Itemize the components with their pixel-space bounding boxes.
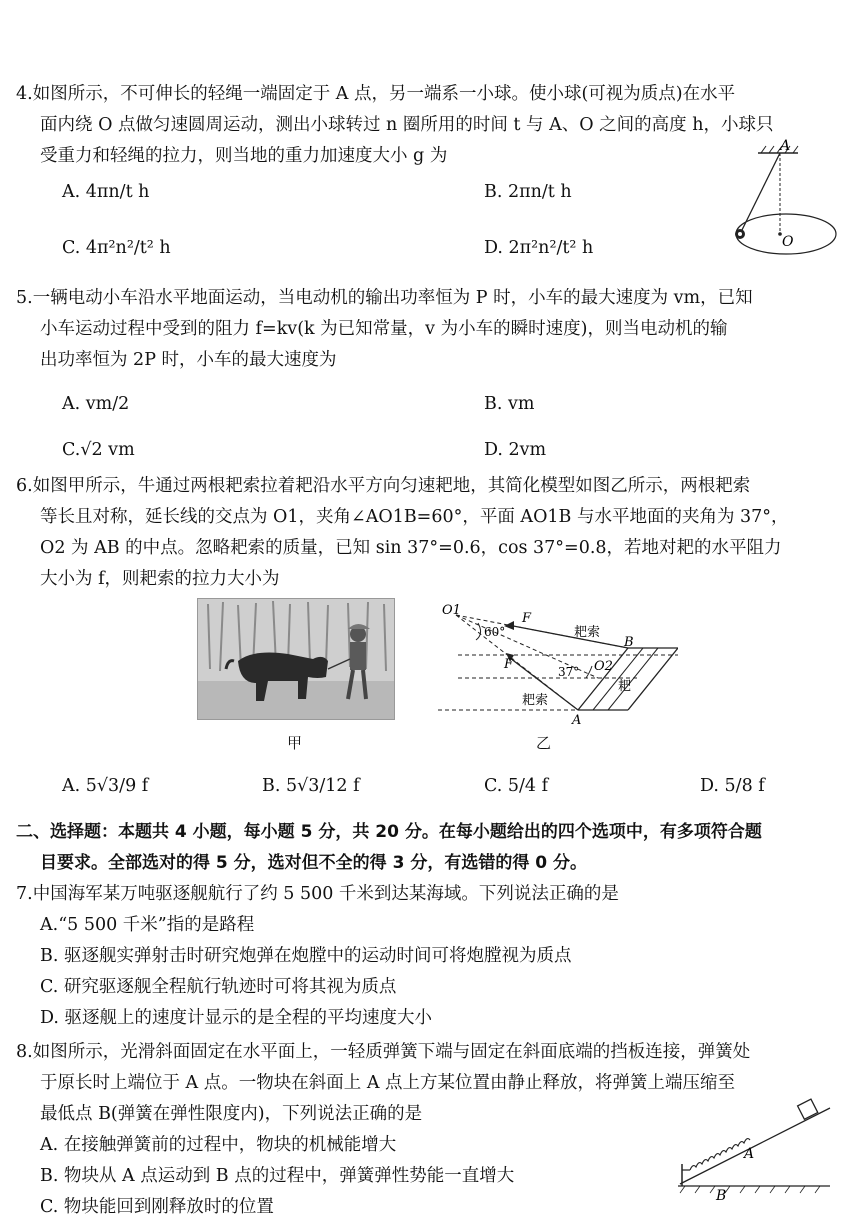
q5-option-c: C.√2 vm	[62, 440, 135, 460]
q6-fig-label-angle60: 60°	[484, 625, 506, 639]
q6-option-c: C. 5/4 f	[484, 776, 549, 796]
q6-fig-label-o2: O2	[594, 659, 613, 674]
q6-option-a: A. 5√3/9 f	[62, 776, 149, 796]
q8-option-b: B. 物块从 A 点运动到 B 点的过程中，弹簧弹性势能一直增大	[40, 1166, 515, 1186]
q4-figure-conical-pendulum	[728, 138, 858, 278]
q7-option-b: B. 驱逐舰实弹射击时研究炮弹在炮膛中的运动时间可将炮膛视为质点	[40, 946, 572, 966]
q4-stem-line-2: 面内绕 O 点做匀速圆周运动，测出小球转过 n 圈所用的时间 t 与 A、O 之间的高度 h，小球只	[40, 115, 774, 135]
q5-option-a: A. vm/2	[62, 394, 130, 414]
q5-stem-line-2: 小车运动过程中受到的阻力 f=kv(k 为已知常量，v 为小车的瞬时速度)，则当电动机的输	[40, 319, 728, 339]
section2-heading-line-1: 二、选择题：本题共 4 小题，每小题 5 分，共 20 分。在每小题给出的四个选项中，有多项符合题	[16, 822, 762, 842]
q6-fig-label-rake: 耙	[618, 679, 632, 694]
q6-fig-label-b: B	[624, 635, 634, 650]
q7-option-d: D. 驱逐舰上的速度计显示的是全程的平均速度大小	[40, 1008, 433, 1028]
q4-option-b: B. 2πn/t h	[484, 182, 572, 202]
q4-stem-line-3: 受重力和轻绳的拉力，则当地的重力加速度大小 g 为	[40, 146, 448, 166]
q6-caption-jia: 甲	[287, 734, 303, 752]
q6-fig-label-a: A	[572, 713, 582, 728]
q4-fig-label-o: O	[782, 234, 794, 250]
q5-stem-line-3: 出功率恒为 2P 时，小车的最大速度为	[40, 350, 337, 370]
q4-option-a: A. 4πn/t h	[62, 182, 150, 202]
q7-option-a: A.“5 500 千米”指的是路程	[40, 915, 255, 935]
q6-caption-yi: 乙	[536, 734, 552, 752]
q4-option-d: D. 2π²n²/t² h	[484, 238, 594, 258]
q6-fig-label-rope-upper: 耙索	[574, 625, 601, 640]
q6-option-b: B. 5√3/12 f	[262, 776, 360, 796]
q5-stem-line-1: 5.一辆电动小车沿水平地面运动，当电动机的输出功率恒为 P 时，小车的最大速度为 vm，已知	[16, 288, 753, 308]
q6-fig-label-angle37: 37°	[558, 665, 580, 679]
section2-heading-line-2: 目要求。全部选对的得 5 分，选对但不全的得 3 分，有选错的得 0 分。	[40, 853, 587, 873]
q8-option-a: A. 在接触弹簧前的过程中，物块的机械能增大	[40, 1135, 397, 1155]
q6-stem-line-3: O2 为 AB 的中点。忽略耙索的质量，已知 sin 37°=0.6，cos 37°=0.8，若地对耙的水平阻力	[40, 538, 782, 558]
q8-stem-line-1: 8.如图所示，光滑斜面固定在水平面上，一轻质弹簧下端与固定在斜面底端的挡板连接，弹簧处	[16, 1042, 751, 1062]
q8-stem-line-2: 于原长时上端位于 A 点。一物块在斜面上 A 点上方某位置由静止释放，将弹簧上端压缩至	[40, 1073, 736, 1093]
q6-fig-label-f-upper: F	[522, 611, 532, 626]
q7-stem: 7.中国海军某万吨驱逐舰航行了约 5 500 千米到达某海域。下列说法正确的是	[16, 884, 619, 904]
q8-stem-line-3: 最低点 B(弹簧在弹性限度内)，下列说法正确的是	[40, 1104, 423, 1124]
q6-photo-ox-plowing	[197, 598, 395, 720]
q4-fig-label-a: A	[780, 138, 791, 154]
q6-option-d: D. 5/8 f	[700, 776, 765, 796]
q6-fig-label-rope-lower: 耙索	[522, 693, 549, 708]
q8-figure-incline-spring	[670, 1094, 840, 1204]
q5-option-b: B. vm	[484, 394, 535, 414]
q7-option-c: C. 研究驱逐舰全程航行轨迹时可将其视为质点	[40, 977, 397, 997]
q8-fig-label-b: B	[716, 1188, 727, 1204]
q8-fig-label-a: A	[744, 1146, 755, 1162]
q6-figure-rake-model	[438, 600, 678, 752]
q5-option-d: D. 2vm	[484, 440, 547, 460]
q8-option-c: C. 物块能回到刚释放时的位置	[40, 1197, 274, 1217]
q6-fig-label-o1: O1	[442, 603, 461, 618]
q6-fig-label-f-lower: F	[504, 657, 514, 672]
q4-option-c: C. 4π²n²/t² h	[62, 238, 171, 258]
q6-stem-line-2: 等长且对称，延长线的交点为 O1，夹角∠AO1B=60°，平面 AO1B 与水平地面的夹角为 37°，	[40, 507, 789, 527]
q6-stem-line-1: 6.如图甲所示，牛通过两根耙索拉着耙沿水平方向匀速耙地，其简化模型如图乙所示，两根耙索	[16, 476, 751, 496]
q6-stem-line-4: 大小为 f，则耙索的拉力大小为	[40, 569, 280, 589]
q4-stem-line-1: 4.如图所示，不可伸长的轻绳一端固定于 A 点，另一端系一小球。使小球(可视为质点)在水平	[16, 84, 736, 104]
